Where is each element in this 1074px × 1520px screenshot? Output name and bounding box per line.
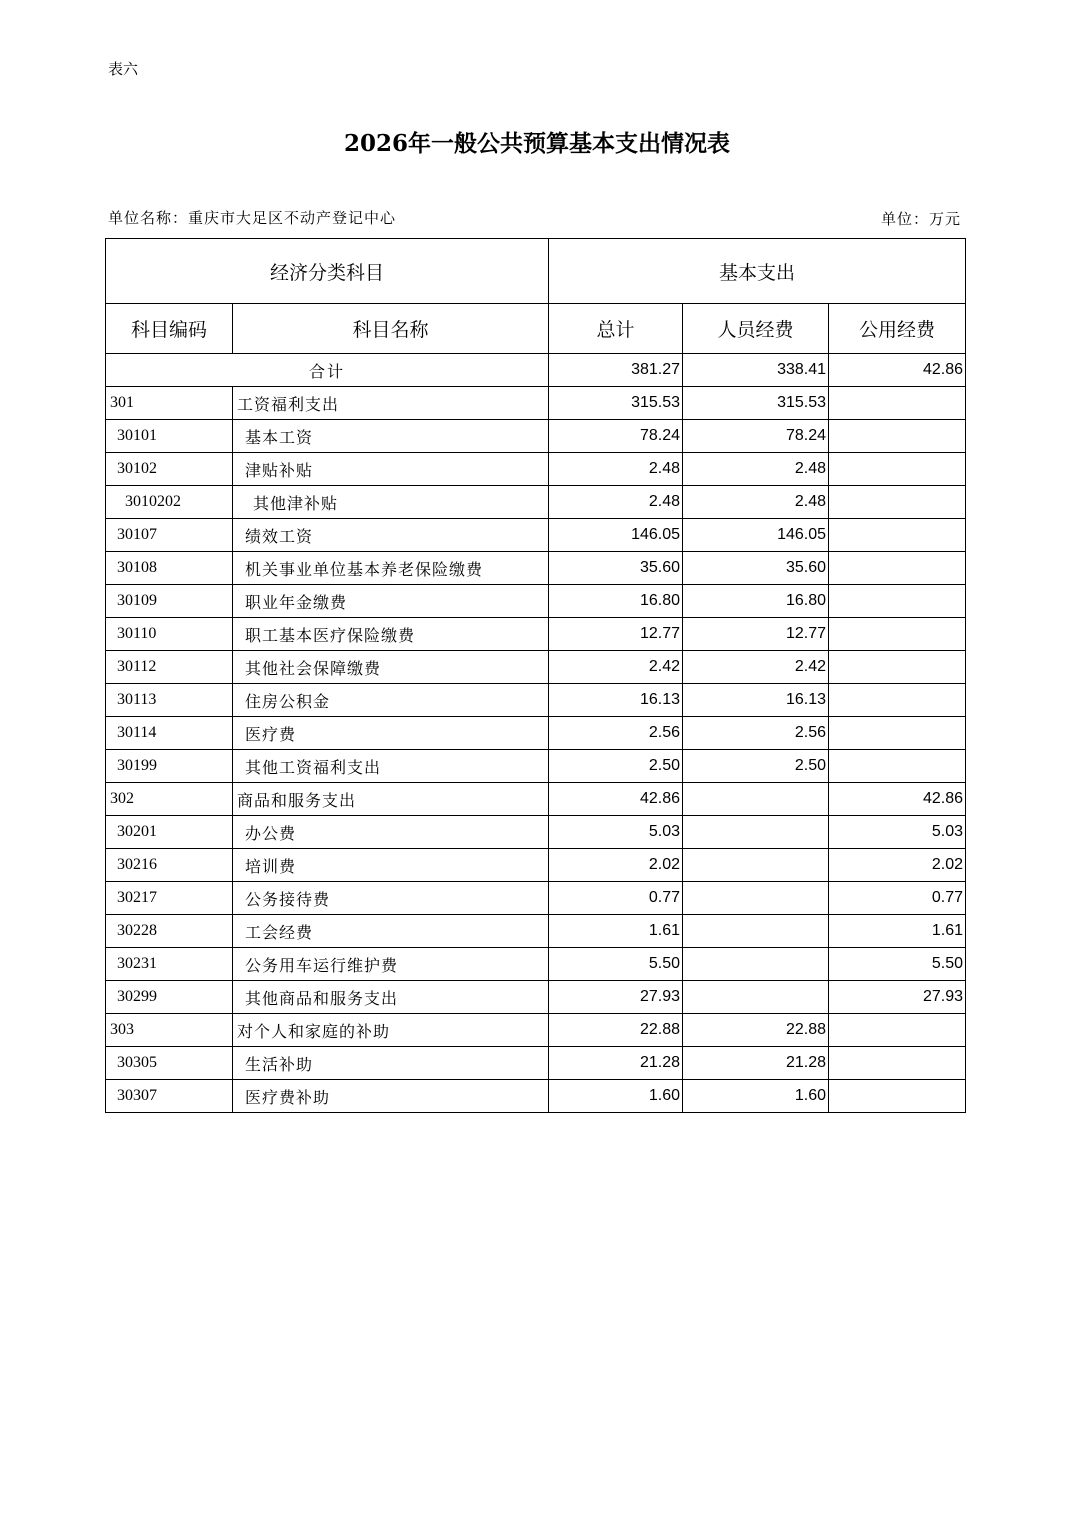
currency-unit-label: 单位：万元 xyxy=(880,210,961,228)
subject-code: 30299 xyxy=(106,981,233,1014)
table-row xyxy=(106,849,966,882)
table-row xyxy=(106,420,966,453)
total-value: 2.02 xyxy=(549,849,683,882)
subject-code: 30305 xyxy=(106,1047,233,1080)
subject-code: 30114 xyxy=(106,717,233,750)
header-subject-name: 科目名称 xyxy=(233,304,549,354)
header-subject-code: 科目编码 xyxy=(106,304,233,354)
total-public: 42.86 xyxy=(829,354,966,387)
subject-code: 30217 xyxy=(106,882,233,915)
table-row xyxy=(106,519,966,552)
total-value: 315.53 xyxy=(549,387,683,420)
total-value: 16.80 xyxy=(549,585,683,618)
public-value xyxy=(829,585,966,618)
subject-name: 办公费 xyxy=(233,816,549,849)
personnel-value xyxy=(683,915,829,948)
personnel-value: 2.50 xyxy=(683,750,829,783)
total-value: 5.03 xyxy=(549,816,683,849)
personnel-value: 1.60 xyxy=(683,1080,829,1113)
personnel-value: 2.48 xyxy=(683,486,829,519)
subject-code: 301 xyxy=(106,387,233,420)
public-value xyxy=(829,1047,966,1080)
subject-name: 商品和服务支出 xyxy=(233,783,549,816)
total-value: 21.28 xyxy=(549,1047,683,1080)
page-title: 2026年一般公共预算基本支出情况表 xyxy=(343,130,730,157)
public-value xyxy=(829,387,966,420)
table-row xyxy=(106,1014,966,1047)
subject-name: 对个人和家庭的补助 xyxy=(233,1014,549,1047)
subject-name: 生活补助 xyxy=(233,1047,549,1080)
subject-name: 公务用车运行维护费 xyxy=(233,948,549,981)
header-total: 总计 xyxy=(549,304,683,354)
public-value xyxy=(829,750,966,783)
subject-code: 303 xyxy=(106,1014,233,1047)
table-row xyxy=(106,651,966,684)
total-value: 22.88 xyxy=(549,1014,683,1047)
public-value xyxy=(829,519,966,552)
unit-name-label: 单位名称：重庆市大足区不动产登记中心 xyxy=(108,209,397,227)
total-personnel: 338.41 xyxy=(683,354,829,387)
public-value: 5.03 xyxy=(829,816,966,849)
subject-code: 30110 xyxy=(106,618,233,651)
subject-name: 职业年金缴费 xyxy=(233,585,549,618)
personnel-value: 16.80 xyxy=(683,585,829,618)
table-row xyxy=(106,981,966,1014)
subject-name: 职工基本医疗保险缴费 xyxy=(233,618,549,651)
public-value: 5.50 xyxy=(829,948,966,981)
header-basic-expenditure: 基本支出 xyxy=(549,239,966,304)
public-value xyxy=(829,453,966,486)
personnel-value xyxy=(683,783,829,816)
personnel-value: 2.42 xyxy=(683,651,829,684)
subject-name: 培训费 xyxy=(233,849,549,882)
table-row xyxy=(106,1047,966,1080)
table-row xyxy=(106,948,966,981)
public-value xyxy=(829,684,966,717)
subject-code: 30113 xyxy=(106,684,233,717)
subject-code: 30216 xyxy=(106,849,233,882)
table-row xyxy=(106,453,966,486)
total-value: 2.56 xyxy=(549,717,683,750)
table-row xyxy=(106,486,966,519)
subject-name: 基本工资 xyxy=(233,420,549,453)
subject-code: 30199 xyxy=(106,750,233,783)
personnel-value: 12.77 xyxy=(683,618,829,651)
subject-code: 30107 xyxy=(106,519,233,552)
personnel-value xyxy=(683,948,829,981)
subject-code: 30307 xyxy=(106,1080,233,1113)
total-value: 2.42 xyxy=(549,651,683,684)
subject-name: 津贴补贴 xyxy=(233,453,549,486)
personnel-value: 16.13 xyxy=(683,684,829,717)
subject-code: 30102 xyxy=(106,453,233,486)
table-row xyxy=(106,915,966,948)
subject-name: 其他社会保障缴费 xyxy=(233,651,549,684)
subject-name: 机关事业单位基本养老保险缴费 xyxy=(233,552,549,585)
subject-name: 公务接待费 xyxy=(233,882,549,915)
subject-code: 30109 xyxy=(106,585,233,618)
public-value: 2.02 xyxy=(829,849,966,882)
public-value: 42.86 xyxy=(829,783,966,816)
total-value: 12.77 xyxy=(549,618,683,651)
personnel-value: 22.88 xyxy=(683,1014,829,1047)
total-row xyxy=(106,354,966,387)
table-row xyxy=(106,387,966,420)
table-row xyxy=(106,1080,966,1113)
personnel-value: 315.53 xyxy=(683,387,829,420)
personnel-value: 2.48 xyxy=(683,453,829,486)
total-value: 78.24 xyxy=(549,420,683,453)
subject-name: 绩效工资 xyxy=(233,519,549,552)
total-value: 2.50 xyxy=(549,750,683,783)
subject-name: 其他津补贴 xyxy=(233,486,549,519)
public-value: 27.93 xyxy=(829,981,966,1014)
table-row xyxy=(106,618,966,651)
total-value: 5.50 xyxy=(549,948,683,981)
subject-name: 医疗费补助 xyxy=(233,1080,549,1113)
table-row xyxy=(106,750,966,783)
total-value: 35.60 xyxy=(549,552,683,585)
table-row xyxy=(106,882,966,915)
table-row xyxy=(106,684,966,717)
header-economic-classification: 经济分类科目 xyxy=(106,239,549,304)
public-value: 0.77 xyxy=(829,882,966,915)
personnel-value xyxy=(683,849,829,882)
table-number: 表六 xyxy=(108,60,139,78)
table-row xyxy=(106,816,966,849)
total-value: 0.77 xyxy=(549,882,683,915)
personnel-value: 35.60 xyxy=(683,552,829,585)
budget-table xyxy=(105,238,966,1113)
public-value: 1.61 xyxy=(829,915,966,948)
personnel-value: 146.05 xyxy=(683,519,829,552)
total-value: 1.60 xyxy=(549,1080,683,1113)
public-value xyxy=(829,651,966,684)
subject-name: 工资福利支出 xyxy=(233,387,549,420)
subject-code: 30231 xyxy=(106,948,233,981)
personnel-value xyxy=(683,882,829,915)
public-value xyxy=(829,1014,966,1047)
total-value: 27.93 xyxy=(549,981,683,1014)
personnel-value xyxy=(683,816,829,849)
total-value: 146.05 xyxy=(549,519,683,552)
subject-code: 30101 xyxy=(106,420,233,453)
personnel-value: 78.24 xyxy=(683,420,829,453)
public-value xyxy=(829,552,966,585)
subject-name: 其他商品和服务支出 xyxy=(233,981,549,1014)
table-row xyxy=(106,585,966,618)
subject-code: 30108 xyxy=(106,552,233,585)
subject-name: 工会经费 xyxy=(233,915,549,948)
subject-code: 30228 xyxy=(106,915,233,948)
table-row xyxy=(106,552,966,585)
total-value: 1.61 xyxy=(549,915,683,948)
total-value: 2.48 xyxy=(549,486,683,519)
public-value xyxy=(829,486,966,519)
subject-code: 30112 xyxy=(106,651,233,684)
table-row xyxy=(106,717,966,750)
total-value: 16.13 xyxy=(549,684,683,717)
personnel-value: 2.56 xyxy=(683,717,829,750)
header-public-cost: 公用经费 xyxy=(829,304,966,354)
subject-code: 30201 xyxy=(106,816,233,849)
subject-name: 其他工资福利支出 xyxy=(233,750,549,783)
subject-code: 3010202 xyxy=(106,486,233,519)
header-personnel-cost: 人员经费 xyxy=(683,304,829,354)
personnel-value xyxy=(683,981,829,1014)
total-label: 合计 xyxy=(106,354,549,387)
total-value: 42.86 xyxy=(549,783,683,816)
total-value: 2.48 xyxy=(549,453,683,486)
public-value xyxy=(829,618,966,651)
public-value xyxy=(829,420,966,453)
public-value xyxy=(829,717,966,750)
personnel-value: 21.28 xyxy=(683,1047,829,1080)
subject-name: 住房公积金 xyxy=(233,684,549,717)
public-value xyxy=(829,1080,966,1113)
table-row xyxy=(106,783,966,816)
subject-name: 医疗费 xyxy=(233,717,549,750)
subject-code: 302 xyxy=(106,783,233,816)
total-sum: 381.27 xyxy=(549,354,683,387)
